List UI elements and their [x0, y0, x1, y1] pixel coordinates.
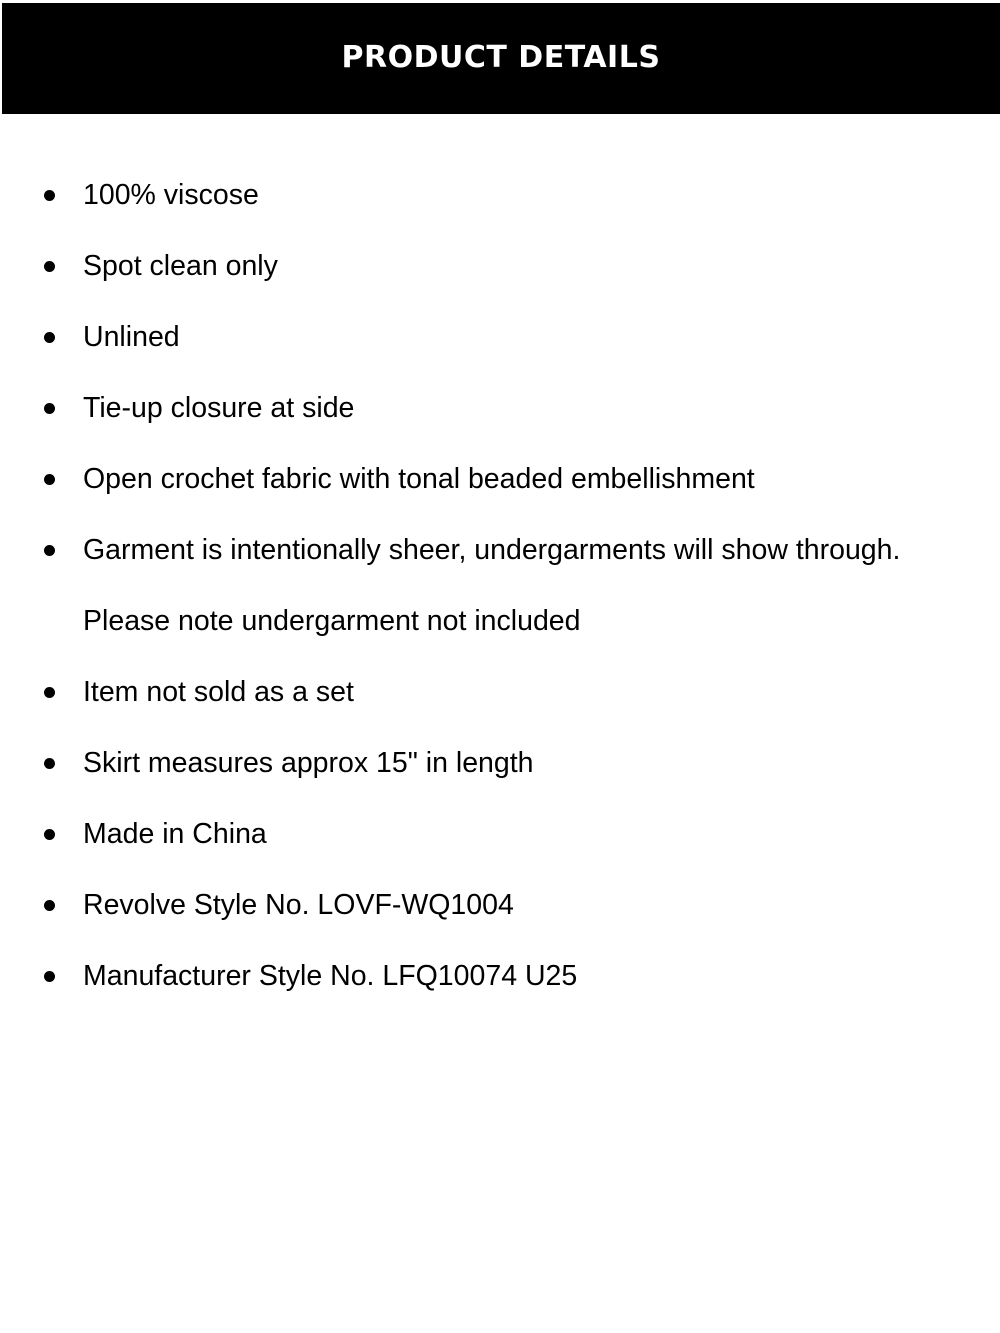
detail-text: Made in China: [83, 818, 267, 850]
detail-item: [0, 657, 1000, 728]
detail-item: [0, 799, 1000, 870]
detail-text: Revolve Style No. LOVF-WQ1004: [83, 889, 514, 921]
detail-item: [0, 160, 1000, 231]
header-title: PRODUCT DETAILS: [341, 40, 661, 75]
detail-item: [0, 302, 1000, 373]
detail-text: Garment is intentionally sheer, undergarments will show through.: [83, 534, 901, 566]
detail-text: Tie-up closure at side: [83, 392, 355, 424]
product-details-header: [2, 3, 1000, 114]
detail-item: [0, 231, 1000, 302]
product-details-list: [0, 160, 1000, 1012]
bullet-icon: [44, 332, 55, 343]
bullet-icon: [44, 687, 55, 698]
detail-text: 100% viscose: [83, 179, 259, 211]
detail-text: Skirt measures approx 15" in length: [83, 747, 534, 779]
detail-item: [0, 373, 1000, 444]
detail-text: Unlined: [83, 321, 180, 353]
bullet-icon: [44, 829, 55, 840]
detail-item: [0, 941, 1000, 1012]
bullet-icon: [44, 190, 55, 201]
detail-item: [0, 515, 1000, 657]
detail-text: Item not sold as a set: [83, 676, 354, 708]
detail-item: [0, 870, 1000, 941]
bullet-icon: [44, 758, 55, 769]
detail-item: [0, 728, 1000, 799]
bullet-icon: [44, 900, 55, 911]
detail-text: Open crochet fabric with tonal beaded embellishment: [83, 463, 755, 495]
detail-text: Spot clean only: [83, 250, 278, 282]
detail-text-continuation: Please note undergarment not included: [83, 605, 581, 637]
bullet-icon: [44, 474, 55, 485]
bullet-icon: [44, 545, 55, 556]
detail-text: Manufacturer Style No. LFQ10074 U25: [83, 960, 578, 992]
bullet-icon: [44, 403, 55, 414]
bullet-icon: [44, 261, 55, 272]
detail-item: [0, 444, 1000, 515]
bullet-icon: [44, 971, 55, 982]
